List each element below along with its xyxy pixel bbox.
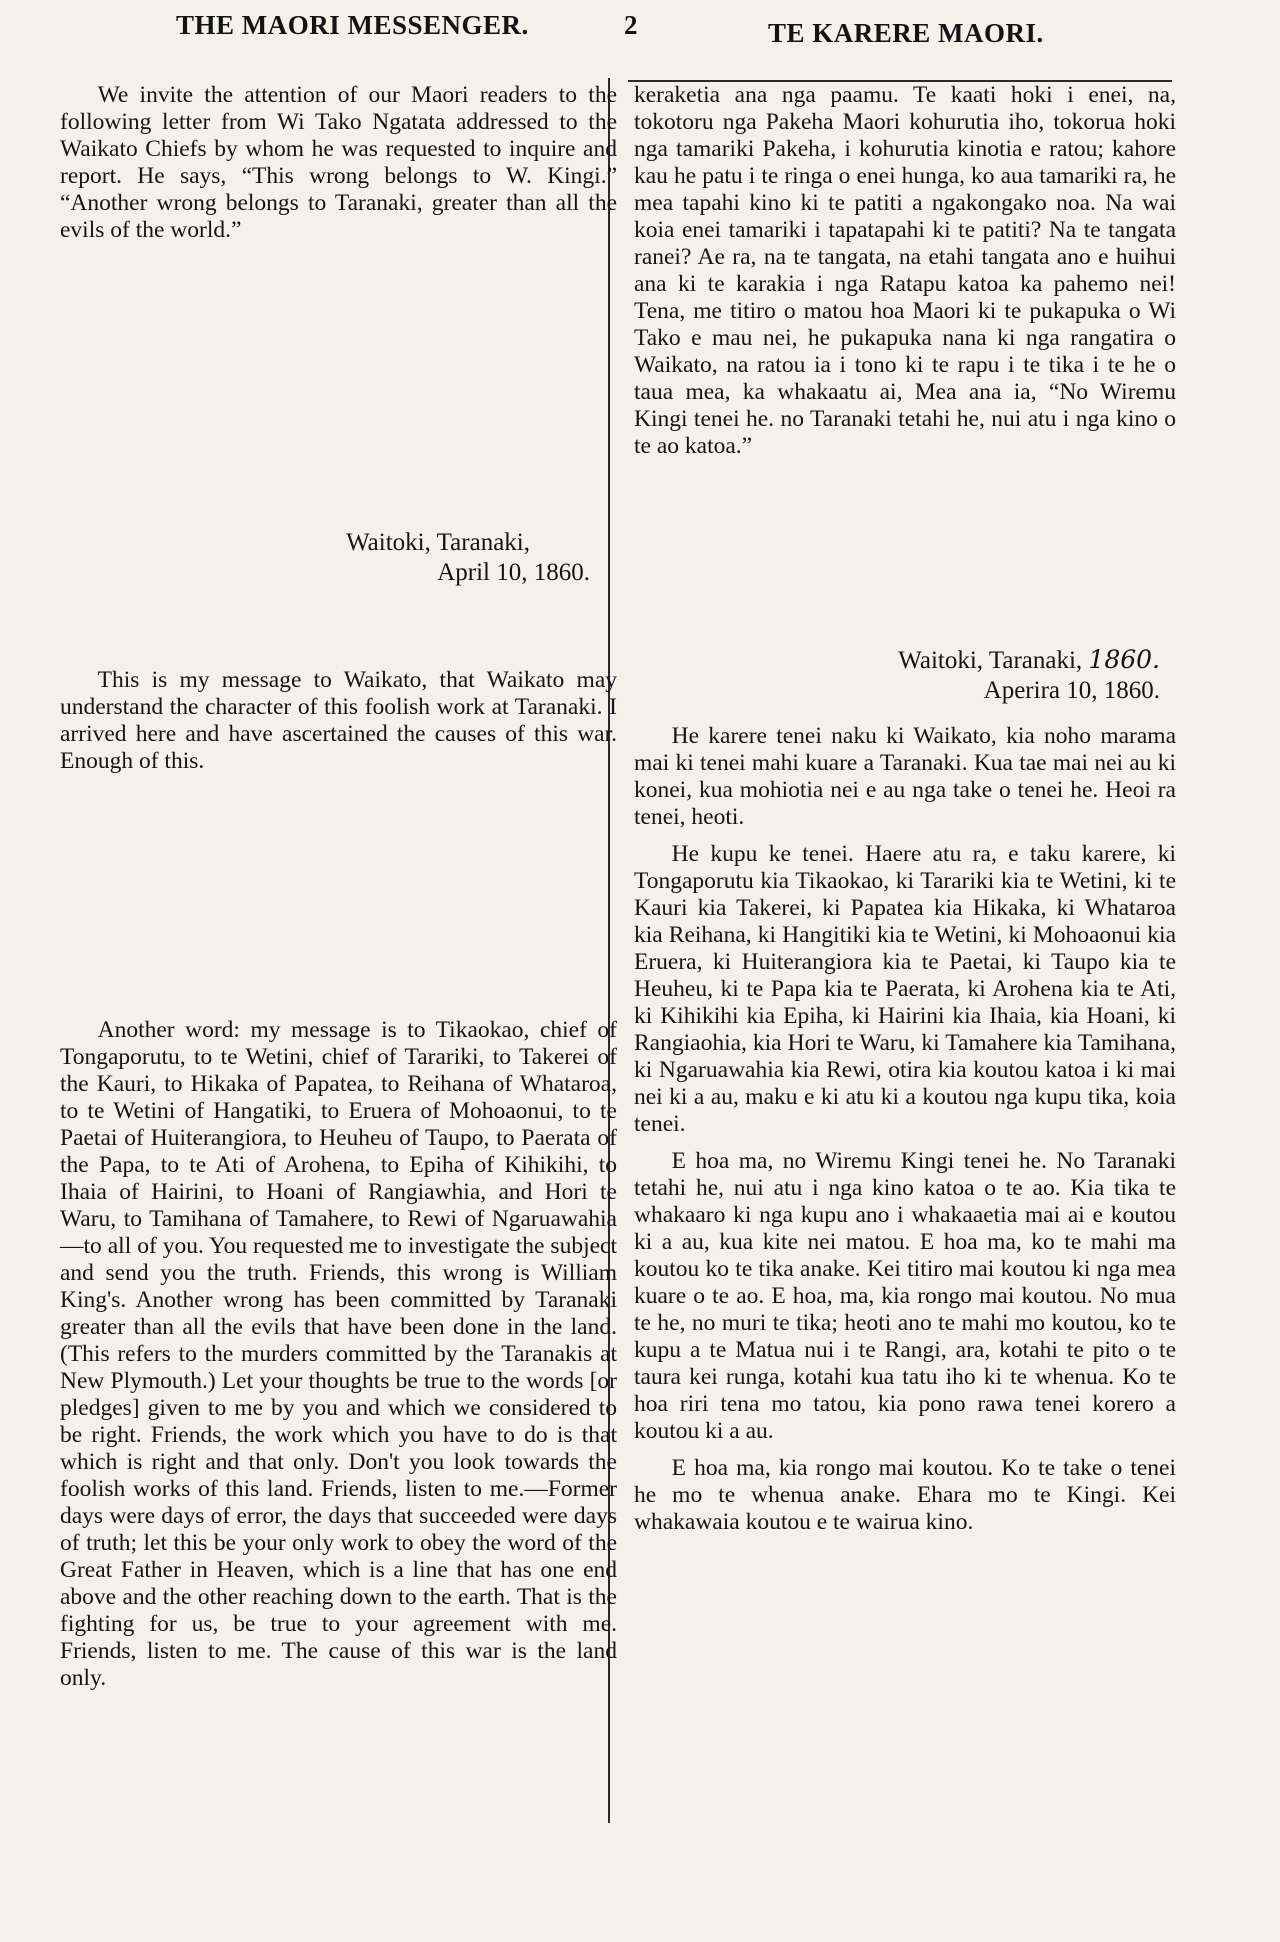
maori-signature-date: Aperira 10, 1860. [983, 677, 1160, 704]
maori-intro-text: keraketia ana nga paamu. Te kaati hoki i enei, na, tokotoru nga Pakeha Maori kohurutia iho, tokorua hoki nga tamariki Pakeha, i kohurutia kinotia e ratou; kahore kau he patu i te ringa o enei hunga, ko aua tamariki ra, he mea tapahi kino ki te patiti a ngakongako noa. Na wai koia enei tamariki i tapatapahi ki te patiti? Na te tangata ranei? Ae ra, na te tangata, na etahi tangata ano e huihui ana ki te karakia i nga Ratapu katoa ka pahemo nei! Tena, me titiro o matou hoa Maori ki te pukapuka o Wi Tako e mau nei, he pukapuka nana ki nga rangatira o Waikato, na ratou ia i tono ki te rapu i te tika i te he o taua mea, ka whakaatu ai, Mea ana ia, “No Wiremu Kingi tenei he. no Taranaki tetahi he, nui atu i nga kino o te ao katoa.” [634, 82, 1176, 459]
english-signature-place: Waitoki, Taranaki, [346, 529, 530, 556]
english-message-text: This is my message to Waikato, that Waikato may understand the character of this foolish work at Taranaki. I arrived here and have ascertained the causes of this war. Enough of this. [60, 667, 617, 774]
english-message-paragraph [60, 667, 617, 775]
english-intro-text: We invite the attention of our Maori readers to the following letter from Wi Tako Ngatata addressed to the Waikato Chiefs by whom he was requested to inquire and report. He says, “This wrong belongs to W. Kingi.” “Another wrong belongs to Taranaki, greater than all the evils of the world.” [60, 82, 617, 243]
maori-signature-place-line [800, 645, 1160, 676]
page-number: 2 [624, 10, 638, 40]
maori-signature-place: Waitoki, Taranaki, [898, 647, 1083, 674]
english-masthead-title: THE MAORI MESSENGER. [176, 10, 529, 40]
maori-masthead-title: TE KARERE MAORI. [768, 18, 1044, 48]
english-intro-paragraph [60, 82, 617, 244]
english-another-word-paragraph [60, 1017, 617, 1692]
maori-paragraph-3: E hoa ma, no Wiremu Kingi tenei he. No Taranaki tetahi he, nui atu i nga kino katoa o te ao. Kia tika te whakaaro ki nga kupu ano i whakaaetia mai ai e koutou ki a au, kua kite nei matou. E hoa ma, ko te mahi ma koutou ko te tika anake. Kei titiro mai koutou ki nga mea kuare o te ao. E hoa, ma, kia rongo mai koutou. No mua te he, no muri te tika; heoti ano te mahi mo koutou, ko te kupu a te Matua nui i te Rangi, ara, kotahi te pito o te taura kei runga, kotahi kua tatu iho ki te whenua. Ko te hoa riri tena mo tatou, kia pono rawa tenei korero a koutou ki a au. [634, 1148, 1176, 1444]
english-another-word-text: Another word: my message is to Tikaokao, chief of Tongaporutu, to te Wetini, chief of Tarariki, to Takerei of the Kauri, to Hikaka of Papatea, to Reihana of Whataroa, to te Wetini of Hangatiki, to Eruera of Mohoaonui, to te Paetai of Huiterangiora, to Heuheu of Taupo, to Paerata of the Papa, to te Ati of Arohena, to Epiha of Kihikihi, to Ihaia of Hairini, to Hoani of Rangiawhia, and Hori te Waru, to Tamihana of Tamahere, to Rewi of Ngaruawahia—to all of you. You requested me to investigate the subject and send you the truth. Friends, this wrong is William King's. Another wrong has been committed by Taranaki greater than all the evils that have been done in the land. (This refers to the murders committed by the Taranakis at New Plymouth.) Let your thoughts be true to the words [or pledges] given to me by you and which we considered to be right. Friends, the work which you have to do is that which is right and that only. Don't you look towards the foolish works of this land. Friends, listen to me.—Former days were days of error, the days that succeeded were days of truth; let this be your only work to obey the word of the Great Father in Heaven, which is a line that has one end above and the other reaching down to the earth. That is the fighting for us, be true to your agreement with me. Friends, listen to me. The cause of this war is the land only. [60, 1017, 617, 1691]
english-signature-date: April 10, 1860. [437, 559, 590, 586]
maori-paragraph-2: He kupu ke tenei. Haere atu ra, e taku karere, ki Tongaporutu kia Tikaokao, ki Tarariki kia te Wetini, ki te Kauri kia Takerei, ki Papatea kia Hikaka, ki Whataroa kia Reihana, ki Hangitiki kia te Wetini, ki Mohoaonui kia Eruera, ki Huiterangiora kia te Paetai, ki Taupo kia te Heuheu, ki te Papa kia te Paerata, ki Arohena kia te Ati, ki Kihikihi kia Epiha, ki Hairini kia Ihaia, kia Hoani, ki Rangiaohia, kia Hori te Waru, ki Tamahere kia Tamihana, ki Ngaruawahia kia Rewi, otira kia koutou katoa i ki mai nei ki a au, maku e ki atu ki a koutou nga kupu tika, koia tenei. [634, 841, 1176, 1137]
english-signature [300, 528, 590, 588]
maori-body [634, 723, 1176, 1536]
maori-signature [800, 645, 1160, 706]
maori-paragraph-4: E hoa ma, kia rongo mai koutou. Ko te take o tenei he mo te whenua anake. Ehara mo te Kingi. Kei whakawaia koutou e te wairua kino. [634, 1455, 1176, 1535]
maori-paragraph-1: He karere tenei naku ki Waikato, kia noho marama mai ki tenei mahi kuare a Taranaki. Kua tae mai nei au ki konei, kua mohiotia nei e au nga take o tenei he. Heoi ra tenei, heoti. [634, 723, 1176, 830]
handwritten-year-annotation: 1860. [1088, 645, 1160, 674]
maori-intro-paragraph [634, 82, 1176, 460]
page-header [0, 6, 1280, 56]
